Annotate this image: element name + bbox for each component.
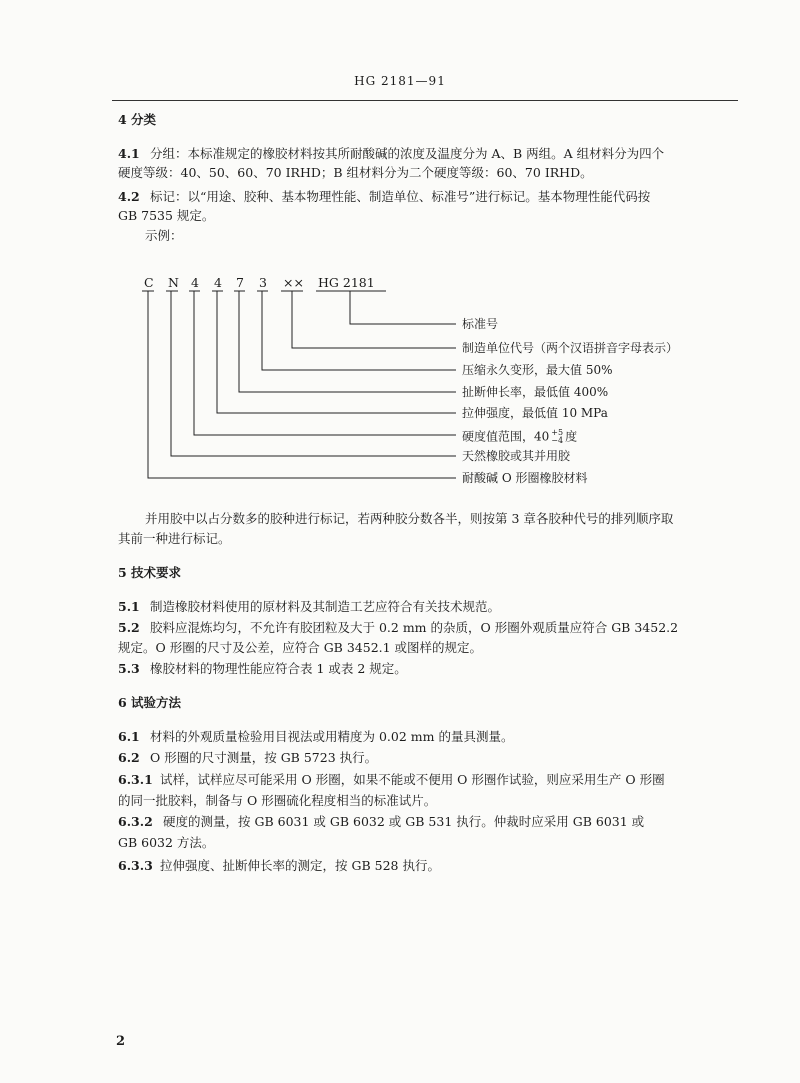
clause-4-1-line-1: 分组：本标准规定的橡胶材料按其所耐酸碱的浓度及温度分为 A、B 两组。A 组材料分为四个 — [150, 146, 665, 161]
label-compression-set: 压缩永久变形，最大值 50% — [462, 363, 613, 377]
clause-5-2-line-2: 规定。O 形圈的尺寸及公差，应符合 GB 3452.1 或图样的规定。 — [118, 640, 483, 655]
label-hardness — [462, 429, 577, 445]
hardness-tolerance-lower: −4 — [551, 436, 564, 445]
hardness-tolerance — [551, 429, 563, 445]
code-tensile: 4 — [214, 275, 222, 290]
label-maker-code: 制造单位代号（两个汉语拼音字母表示） — [462, 341, 679, 355]
note-line-1: 并用胶中以占分数多的胶种进行标记，若两种胶分数各半，则按第 3 章各胶种代号的排列顺序取 — [145, 511, 674, 526]
clause-6-2-text: O 形圈的尺寸测量，按 GB 5723 执行。 — [150, 750, 378, 765]
section-5-title: 5 技术要求 — [118, 565, 182, 580]
clause-6-1-number: 6.1 — [118, 729, 140, 744]
code-n: N — [168, 275, 179, 290]
clause-5-1-text: 制造橡胶材料使用的原材料及其制造工艺应符合有关技术规范。 — [150, 599, 501, 614]
clause-6-3-2-line-2: GB 6032 方法。 — [118, 835, 215, 850]
code-maker: ×× — [283, 275, 304, 290]
label-tensile: 拉伸强度，最低值 10 MPa — [462, 406, 608, 420]
code-elongation: 7 — [236, 275, 244, 290]
section-4-title: 4 分类 — [118, 112, 157, 127]
clause-6-3-1-line-2: 的同一批胶料，制备与 O 形圈硫化程度相当的标准试片。 — [118, 793, 437, 808]
clause-6-3-2-line-1: 硬度的测量，按 GB 6031 或 GB 6032 或 GB 531 执行。仲裁时应采用 GB 6031 或 — [163, 814, 645, 829]
label-standard-number: 标准号 — [462, 317, 499, 331]
code-hardness: 4 — [191, 275, 199, 290]
clause-5-3-text: 橡胶材料的物理性能应符合表 1 或表 2 规定。 — [150, 661, 407, 676]
clause-4-2-line-1: 标记：以“用途、胶种、基本物理性能、制造单位、标准号”进行标记。基本物理性能代码按 — [150, 189, 651, 204]
label-elongation: 扯断伸长率，最低值 400% — [462, 385, 609, 399]
clause-6-3-1-line-1: 试样，试样应尽可能采用 O 形圈，如果不能或不便用 O 形圈作试验，则应采用生产 O 形圈 — [160, 772, 665, 787]
code-compression: 3 — [259, 275, 267, 290]
clause-4-2-number: 4.2 — [118, 189, 140, 204]
example-label: 示例： — [145, 228, 183, 243]
label-hardness-text: 硬度值范围，40 — [462, 429, 550, 444]
label-rubber-type: 天然橡胶或其并用胶 — [462, 449, 571, 463]
clause-5-2-line-1: 胶料应混炼均匀，不允许有胶团粒及大于 0.2 mm 的杂质，O 形圈外观质量应符合 GB 3452.2 — [150, 620, 679, 635]
label-material: 耐酸碱 O 形圈橡胶材料 — [462, 471, 588, 485]
clause-6-3-1-number: 6.3.1 — [118, 772, 153, 787]
clause-6-2-number: 6.2 — [118, 750, 140, 765]
note-line-2: 其前一种进行标记。 — [118, 531, 231, 546]
clause-5-3-number: 5.3 — [118, 661, 140, 676]
hardness-unit: 度 — [565, 429, 578, 444]
clause-6-1-text: 材料的外观质量检验用目视法或用精度为 0.02 mm 的量具测量。 — [150, 729, 514, 744]
section-6-title: 6 试验方法 — [118, 695, 182, 710]
clause-5-1-number: 5.1 — [118, 599, 140, 614]
clause-6-3-3-text: 拉伸强度、扯断伸长率的测定，按 GB 528 执行。 — [160, 858, 440, 873]
page-number: 2 — [116, 1034, 126, 1049]
clause-4-1-number: 4.1 — [118, 146, 140, 161]
code-standard: HG 2181 — [318, 275, 375, 290]
clause-6-3-3-number: 6.3.3 — [118, 858, 153, 873]
code-c: C — [144, 275, 154, 290]
clause-5-2-number: 5.2 — [118, 620, 140, 635]
clause-4-1-line-2: 硬度等级：40、50、60、70 IRHD；B 组材料分为二个硬度等级：60、70 IRHD。 — [118, 165, 593, 180]
hardness-tolerance-upper: +5 — [551, 428, 564, 437]
page-header: HG 2181—91 — [354, 74, 446, 88]
clause-6-3-2-number: 6.3.2 — [118, 814, 153, 829]
clause-4-2-line-2: GB 7535 规定。 — [118, 208, 215, 223]
